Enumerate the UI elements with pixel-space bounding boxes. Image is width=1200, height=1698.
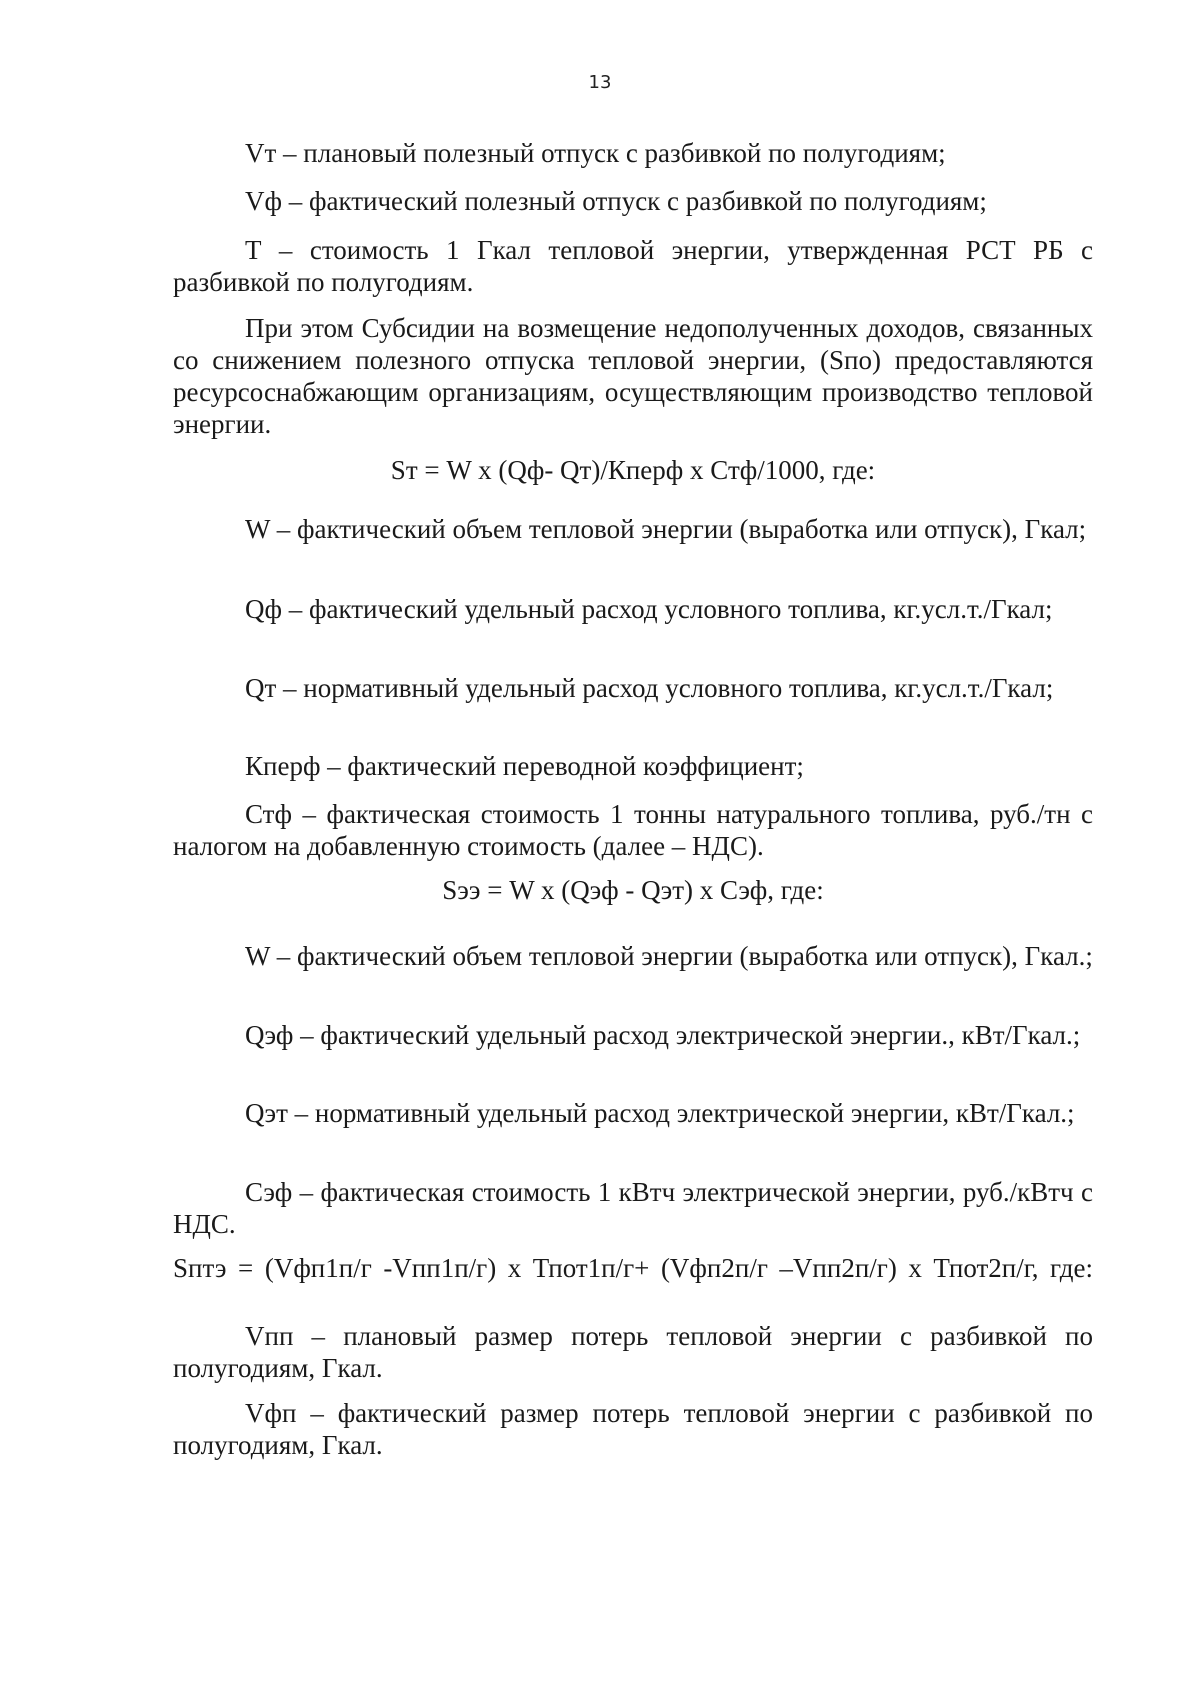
- paragraph-qet: Qэт – нормативный удельный расход электрической энергии, кВт/Гкал.;: [245, 1098, 1075, 1128]
- paragraph-kperf: Кперф – фактический переводной коэффициент;: [245, 751, 804, 781]
- paragraph-subsidies: При этом Субсидии на возмещение недополученных доходов, связанных со снижением полезного отпуска тепловой энергии, (Sпо) предоставляются ресурсоснабжающим организациям, осуществляющим производство тепловой энергии.: [173, 313, 1093, 439]
- paragraph-qf: Qф – фактический удельный расход условного топлива, кг.усл.т./Гкал;: [245, 594, 1053, 624]
- paragraph-stf: Стф – фактическая стоимость 1 тонны натурального топлива, руб./тн с налогом на добавленную стоимость (далее – НДС).: [173, 799, 1093, 861]
- formula-see: Sээ = W х (Qэф - Qэт) х Сэф, где:: [442, 875, 824, 905]
- paragraph-vfp: Vфп – фактический размер потерь тепловой энергии с разбивкой по полугодиям, Гкал.: [173, 1398, 1093, 1460]
- paragraph-vt: Vт – плановый полезный отпуск с разбивкой по полугодиям;: [245, 138, 946, 168]
- paragraph-vpp: Vпп – плановый размер потерь тепловой энергии с разбивкой по полугодиям, Гкал.: [173, 1321, 1093, 1383]
- paragraph-vf: Vф – фактический полезный отпуск с разбивкой по полугодиям;: [245, 186, 987, 216]
- paragraph-sef: Сэф – фактическая стоимость 1 кВтч электрической энергии, руб./кВтч с НДС.: [173, 1177, 1093, 1239]
- formula-spte: Sптэ = (Vфп1п/г -Vпп1п/г) х Тпот1п/г+ (Vфп2п/г –Vпп2п/г) х Тпот2п/г, где:: [173, 1253, 1093, 1283]
- formula-st: Sт = W х (Qф- Qт)/Кперф х Стф/1000, где:: [390, 455, 876, 485]
- paragraph-w-1: W – фактический объем тепловой энергии (выработка или отпуск), Гкал;: [245, 514, 1087, 544]
- paragraph-t: Т – стоимость 1 Гкал тепловой энергии, утвержденная РСТ РБ с разбивкой по полугодиям.: [173, 235, 1093, 297]
- paragraph-w-2: W – фактический объем тепловой энергии (выработка или отпуск), Гкал.;: [245, 941, 1093, 971]
- page-number: 13: [588, 72, 612, 93]
- paragraph-qt: Qт – нормативный удельный расход условного топлива, кг.усл.т./Гкал;: [245, 673, 1054, 703]
- paragraph-qef: Qэф – фактический удельный расход электрической энергии., кВт/Гкал.;: [245, 1020, 1081, 1050]
